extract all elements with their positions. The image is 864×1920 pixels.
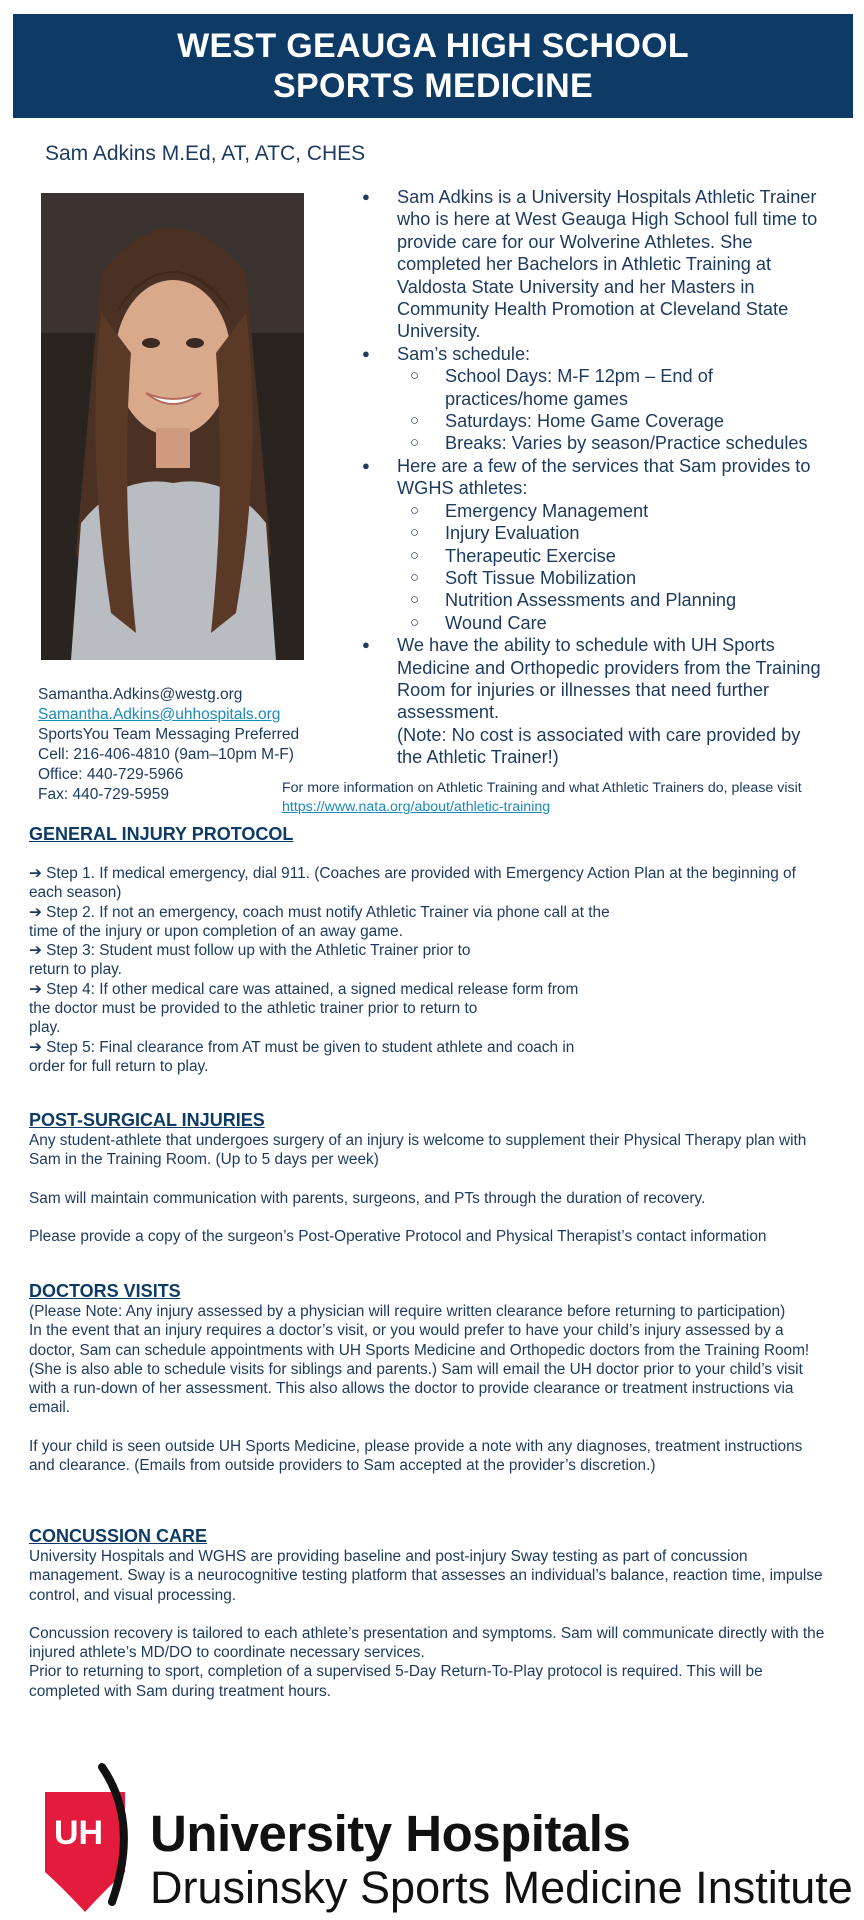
- doctors-visits-section: [29, 1280, 829, 1475]
- logo-line2: Drusinsky Sports Medicine Institute: [150, 1862, 853, 1913]
- service-item: ○ Emergency Management: [350, 500, 830, 522]
- uh-mark-text: UH: [54, 1814, 104, 1852]
- nata-link[interactable]: https://www.nata.org/about/athletic-training: [282, 799, 551, 815]
- concussion-p3: Prior to returning to sport, completion of a supervised 5-Day Return-To-Play protocol is required. This will be completed with Sam during treatment hours.: [29, 1663, 763, 1700]
- service-item: ○ Injury Evaluation: [350, 522, 830, 544]
- more-info-text: For more information on Athletic Training and what Athletic Trainers do, please visit: [282, 780, 802, 796]
- cell-phone: Cell: 216-406-4810 (9am–10pm M-F): [38, 746, 294, 763]
- protocol-line: ➔ Step 4: If other medical care was attained, a signed medical release form from: [29, 980, 579, 998]
- concussion-section: [29, 1525, 829, 1701]
- referral-body: We have the ability to schedule with UH Sports Medicine and Orthopedic providers from the Training Room for injuries or illnesses that need further assessment.: [397, 635, 821, 723]
- post-surgical-p3: Please provide a copy of the surgeon’s Post-Operative Protocol and Physical Therapist’s contact information: [29, 1227, 767, 1245]
- doctors-visits-p1: (Please Note: Any injury assessed by a physician will require written clearance before returning to participation): [29, 1303, 786, 1320]
- header-title-line2: SPORTS MEDICINE: [273, 67, 593, 105]
- protocol-line: time of the injury or upon completion of an away game.: [29, 922, 403, 940]
- protocol-line: order for full return to play.: [29, 1057, 209, 1075]
- protocol-line: return to play.: [29, 961, 122, 979]
- email-uh-link[interactable]: Samantha.Adkins@uhhospitals.org: [38, 706, 281, 723]
- protocol-line: ➔ Step 3: Student must follow up with the Athletic Trainer prior to: [29, 942, 471, 960]
- logo-line1: University Hospitals: [150, 1805, 631, 1862]
- office-phone: Office: 440-729-5966: [38, 766, 184, 783]
- post-surgical-section: [29, 1109, 829, 1246]
- schedule-title: ● Sam’s schedule:: [350, 343, 830, 365]
- schedule-item: ○ School Days: M-F 12pm – End of practices/home games: [350, 365, 830, 410]
- messaging-preference: SportsYou Team Messaging Preferred: [38, 726, 300, 743]
- fax-number: Fax: 440-729-5959: [38, 786, 169, 803]
- post-surgical-p2: Sam will maintain communication with parents, surgeons, and PTs through the duration of recovery.: [29, 1189, 706, 1207]
- protocol-line: ➔ Step 5: Final clearance from AT must be given to student athlete and coach in: [29, 1038, 575, 1056]
- bio-intro: ● Sam Adkins is a University Hospitals Athletic Trainer who is here at West Geauga High School full time to provide care for our Wolverine Athletes. She completed her Bachelors in Athletic Training at Valdosta State University and her Masters in Community Health Promotion at Cleveland State University.: [350, 186, 830, 343]
- service-item: ○ Therapeutic Exercise: [350, 545, 830, 567]
- schedule-item: ○ Breaks: Varies by season/Practice schedules: [350, 432, 830, 454]
- email-westg: Samantha.Adkins@westg.org: [38, 686, 243, 703]
- post-surgical-title: POST-SURGICAL INJURIES: [29, 1110, 265, 1130]
- concussion-title: CONCUSSION CARE: [29, 1526, 208, 1546]
- header-title-line1: WEST GEAUGA HIGH SCHOOL: [177, 27, 689, 65]
- referral-note: (Note: No cost is associated with care provided by the Athletic Trainer!): [397, 724, 801, 768]
- uh-logo: [40, 1762, 853, 1913]
- doctors-visits-p3: If your child is seen outside UH Sports Medicine, please provide a note with any diagnoses, treatment instructions and clearance. (Emails from outside providers to Sam accepted at the provider’s discretion.): [29, 1437, 803, 1475]
- trainer-bio-list: [350, 186, 830, 769]
- trainer-name: Sam Adkins M.Ed, AT, ATC, CHES: [45, 142, 366, 165]
- services-title: ● Here are a few of the services that Sam provides to WGHS athletes:: [350, 455, 830, 500]
- concussion-p2: Concussion recovery is tailored to each athlete’s presentation and symptoms. Sam will communicate directly with the injured athlete’s MD/DO to coordinate necessary services.: [29, 1624, 825, 1662]
- page-header: [13, 14, 853, 118]
- service-item: ○ Nutrition Assessments and Planning: [350, 589, 830, 611]
- protocol-line: the doctor must be provided to the athletic trainer prior to return to: [29, 1000, 478, 1018]
- more-info: [282, 779, 802, 817]
- referral-text: [350, 634, 830, 768]
- contact-info: [38, 685, 299, 805]
- service-item: ○ Wound Care: [350, 612, 830, 634]
- uh-shield-icon: [40, 1762, 150, 1912]
- post-surgical-p1: Any student-athlete that undergoes surgery of an injury is welcome to supplement their Physical Therapy plan with Sam in the Training Room. (Up to 5 days per week): [29, 1132, 807, 1169]
- concussion-p1: University Hospitals and WGHS are providing baseline and post-injury Sway testing as part of concussion management. Sway is a neurocognitive testing platform that assesses an individual’s balance, reaction time, impulse control, and visual processing.: [29, 1548, 823, 1604]
- injury-protocol-title: GENERAL INJURY PROTOCOL: [29, 824, 294, 844]
- schedule-item: ○ Saturdays: Home Game Coverage: [350, 410, 830, 432]
- protocol-line: ➔ Step 1. If medical emergency, dial 911. (Coaches are provided with Emergency Action Plan at the beginning of each season): [29, 865, 796, 902]
- protocol-line: play.: [29, 1019, 61, 1037]
- protocol-line: ➔ Step 2. If not an emergency, coach must notify Athletic Trainer via phone call at the: [29, 903, 610, 921]
- doctors-visits-p2: In the event that an injury requires a doctor’s visit, or you would prefer to have your child’s injury assessed by a doctor, Sam can schedule appointments with UH Sports Medicine and Orthopedic doctors from the Training Room! (She is also able to schedule visits for siblings and parents.) Sam will email the UH doctor prior to your child’s visit with a run-down of her assessment. This also allows the doctor to provide clearance or treatment instructions via email.: [29, 1322, 810, 1417]
- doctors-visits-title: DOCTORS VISITS: [29, 1281, 181, 1301]
- injury-protocol-section: [29, 823, 829, 1076]
- service-item: ○ Soft Tissue Mobilization: [350, 567, 830, 589]
- trainer-photo: [41, 193, 304, 660]
